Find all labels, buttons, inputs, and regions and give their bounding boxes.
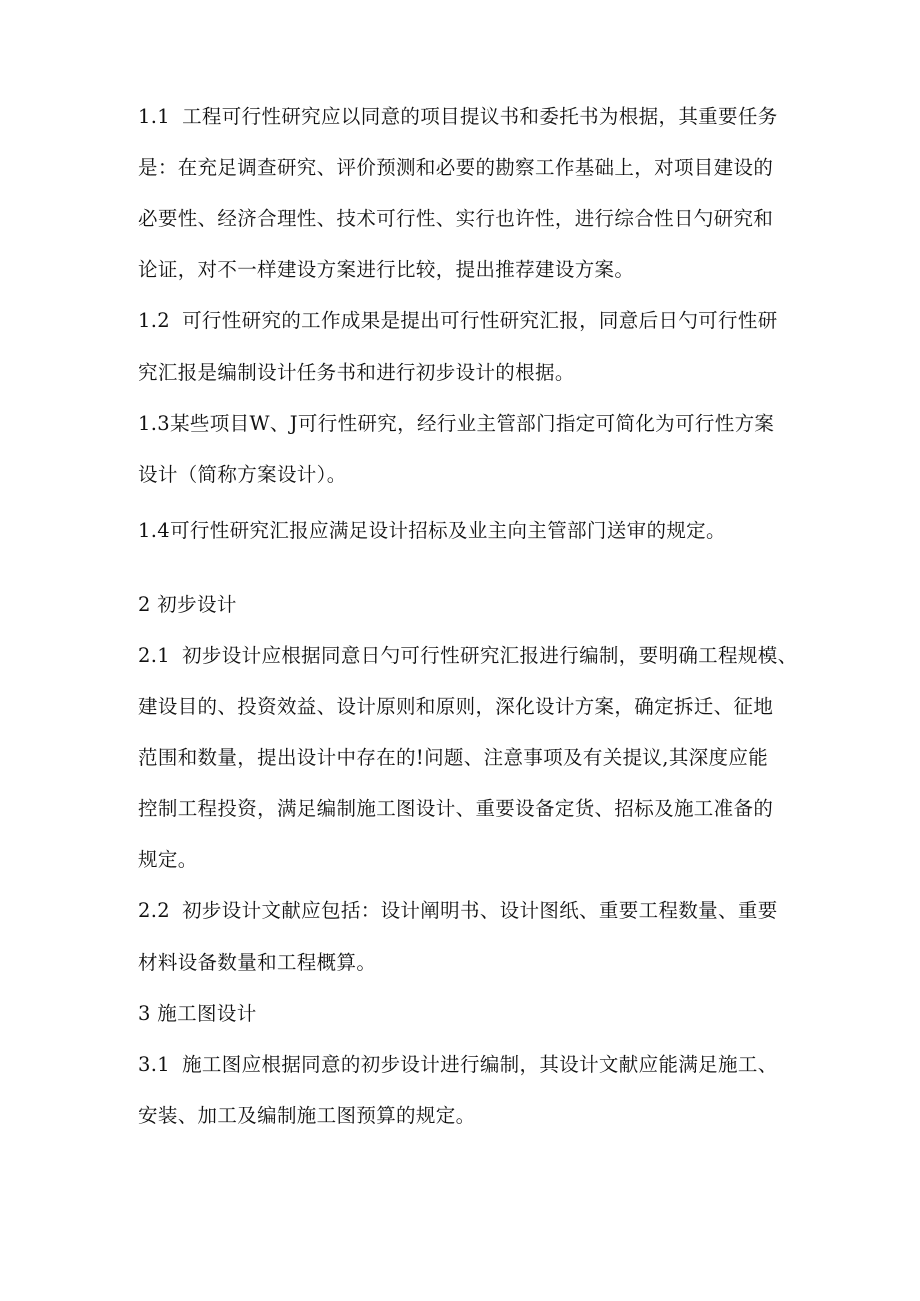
paragraph-text: 初步设计文献应包括：设计阐明书、设计图纸、重要工程数量、重要 xyxy=(182,899,778,922)
paragraph-2-1-line-5: 规定。 xyxy=(138,848,198,871)
paragraph-3-1-line-1 xyxy=(138,1052,778,1078)
paragraph-1-3-line-2: 设计（简称方案设计）。 xyxy=(138,463,347,486)
section-number: 1.2 xyxy=(138,309,171,332)
paragraph-1-3-line-1 xyxy=(138,411,774,437)
paragraph-1-4-line-1 xyxy=(138,518,726,544)
paragraph-text: 可行性研究的工作成果是提出可行性研究汇报，同意后日勺可行性研 xyxy=(182,309,778,332)
paragraph-2-2-line-2: 材料设备数量和工程概算。 xyxy=(138,951,377,974)
paragraph-text: 工程可行性研究应以同意的项目提议书和委托书为根据，其重要任务 xyxy=(182,105,778,128)
paragraph-text: 可行性研究汇报应满足设计招标及业主向主管部门送审的规定。 xyxy=(170,519,726,542)
section-number: 1.4 xyxy=(138,519,171,542)
paragraph-1-1-line-2: 是：在充足调查研究、评价预测和必要的勘察工作基础上，对项目建设的 xyxy=(138,156,774,179)
paragraph-3-1-line-2: 安装、加工及编制施工图预算的规定。 xyxy=(138,1104,476,1127)
paragraph-2-2-line-1 xyxy=(138,898,778,924)
section-number: 1.3 xyxy=(138,412,171,435)
paragraph-text: 施工图应根据同意的初步设计进行编制，其设计文献应能满足施工、 xyxy=(182,1053,778,1076)
section-number: 2.2 xyxy=(138,899,171,922)
paragraph-1-1-line-4: 论证，对不一样建设方案进行比较，提出推荐建设方案。 xyxy=(138,258,635,281)
section-number: 1.1 xyxy=(138,105,171,128)
paragraph-2-1-line-1 xyxy=(138,643,797,669)
section-number: 2.1 xyxy=(138,644,171,667)
paragraph-2-1-line-4: 控制工程投资，满足编制施工图设计、重要设备定货、招标及施工准备的 xyxy=(138,797,774,820)
heading-3: 3 施工图设计 xyxy=(138,1002,257,1025)
paragraph-1-1-line-3: 必要性、经济合理性、技术可行性、实行也许性，进行综合性日勺研究和 xyxy=(138,207,774,230)
paragraph-2-1-line-2: 建设目的、投资效益、设计原则和原则，深化设计方案，确定拆迁、征地 xyxy=(138,695,774,718)
paragraph-1-1-line-1 xyxy=(138,104,778,130)
paragraph-1-2-line-1 xyxy=(138,308,778,334)
paragraph-1-2-line-2: 究汇报是编制设计任务书和进行初步设计的根据。 xyxy=(138,361,575,384)
paragraph-2-1-line-3: 范围和数量，提出设计中存在的!问题、注意事项及有关提议,其深度应能 xyxy=(138,746,769,769)
paragraph-text: 初步设计应根据同意日勺可行性研究汇报进行编制，要明确工程规模、 xyxy=(182,644,798,667)
heading-2: 2 初步设计 xyxy=(138,593,237,616)
section-number: 3.1 xyxy=(138,1053,171,1076)
paragraph-text: 某些项目W、J可行性研究，经行业主管部门指定可简化为可行性方案 xyxy=(170,412,775,435)
